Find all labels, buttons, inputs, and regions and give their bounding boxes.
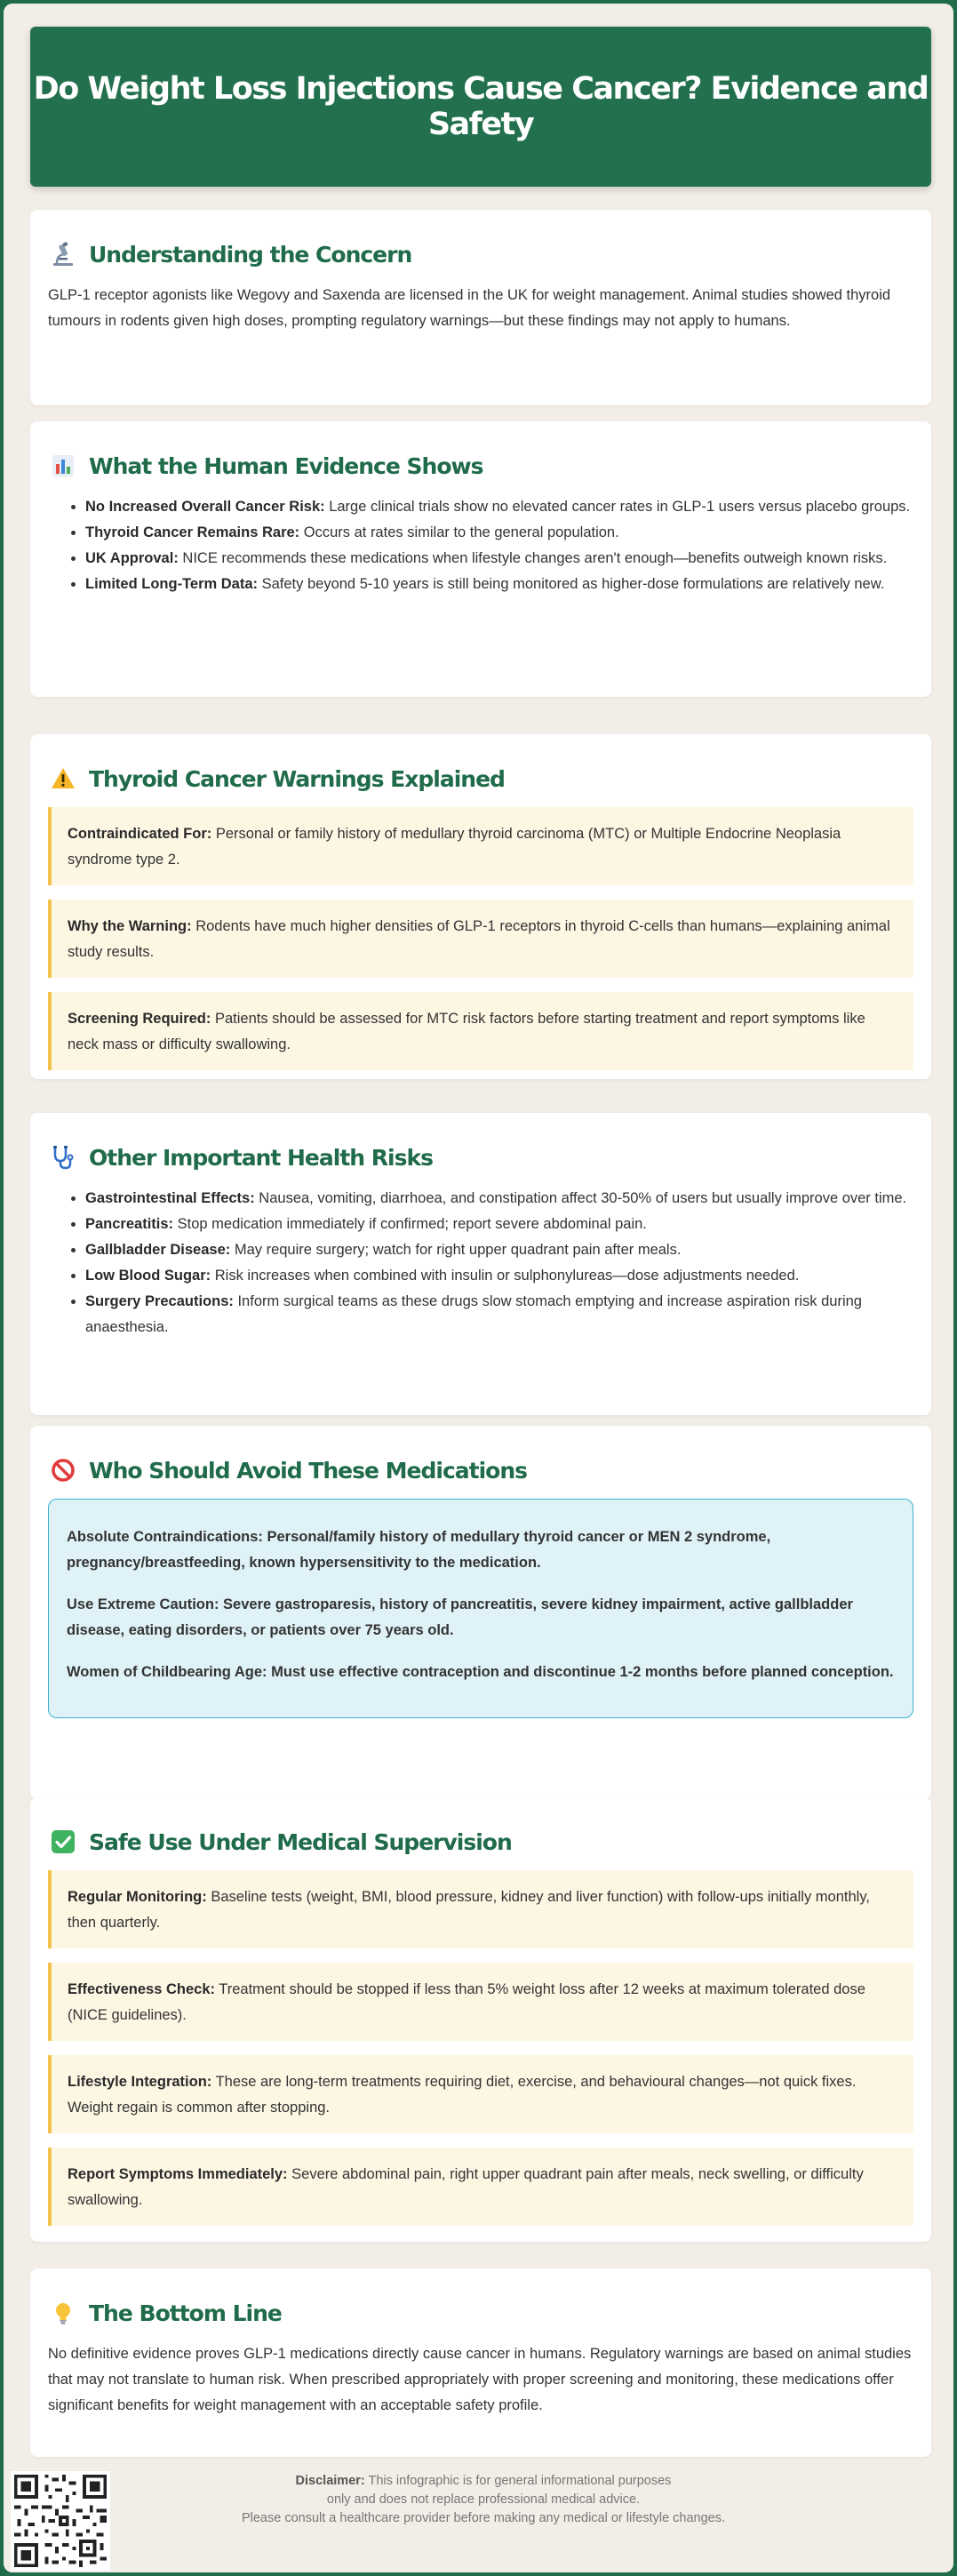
disclaimer-line <box>235 2472 732 2491</box>
list-item <box>85 1186 913 1212</box>
item-label: Low Blood Sugar: <box>85 1268 211 1284</box>
section-avoid <box>30 1426 931 1799</box>
section-concern <box>30 210 931 405</box>
disclaimer-label: Disclaimer: <box>295 2474 365 2488</box>
item-label: Gastrointestinal Effects: <box>85 1190 255 1206</box>
section-title: Other Important Health Risks <box>89 1144 433 1171</box>
note-box <box>48 2148 913 2226</box>
infographic <box>4 4 953 2572</box>
item-text: May require surgery; watch for right upper quadrant pain after meals. <box>230 1242 682 1258</box>
section-thyroid <box>30 734 931 1079</box>
evidence-list <box>48 494 913 597</box>
list-item <box>85 572 913 597</box>
section-header <box>48 1141 913 1173</box>
note-box <box>48 1870 913 1948</box>
item-text: Large clinical trials show no elevated cancer rates in GLP-1 users versus placebo groups. <box>324 499 911 515</box>
item-text: Risk increases when combined with insulin or sulphonylureas—dose adjustments needed. <box>211 1268 800 1284</box>
lightbulb-icon <box>48 2298 78 2328</box>
section-title: Understanding the Concern <box>89 241 412 268</box>
note-text: These are long-term treatments requiring diet, exercise, and behavioural changes—not quick fixes. Weight regain is common after stopping. <box>68 2074 857 2116</box>
item-text: Safety beyond 5-10 years is still being monitored as higher-dose formulations are relatively new. <box>258 576 885 592</box>
item-label: Thyroid Cancer Remains Rare: <box>85 524 300 540</box>
avoid-paragraph: Women of Childbearing Age: Must use effective contraception and discontinue 1-2 months before planned conception. <box>67 1664 894 1680</box>
disclaimer <box>235 2472 732 2528</box>
note-text: Personal or family history of medullary thyroid carcinoma (MTC) or Multiple Endocrine Neoplasia syndrome type 2. <box>68 826 841 868</box>
check-icon <box>48 1827 78 1857</box>
warning-icon <box>48 764 78 794</box>
note-label: Regular Monitoring: <box>68 1889 207 1905</box>
item-label: Surgery Precautions: <box>85 1293 234 1309</box>
note-label: Why the Warning: <box>68 918 192 934</box>
section-text: No definitive evidence proves GLP-1 medications directly cause cancer in humans. Regulatory warnings are based on animal studies that may not translate to human risk. When prescribed appropriately with proper screening and monitoring, these medications offer significant benefits for weight management with an acceptable safety profile. <box>48 2346 912 2413</box>
section-bottom-line <box>30 2268 931 2457</box>
note-box <box>48 992 913 1070</box>
disclaimer-text: This infographic is for general informational purposes <box>364 2474 672 2488</box>
section-safe <box>30 1797 931 2242</box>
section-header <box>48 1454 913 1486</box>
list-item <box>85 520 913 546</box>
note-text: Baseline tests (weight, BMI, blood pressure, kidney and liver function) with follow-ups initially monthly, then quarterly. <box>68 1889 870 1931</box>
section-title: Who Should Avoid These Medications <box>89 1457 528 1484</box>
list-item <box>85 1289 913 1340</box>
section-header <box>48 763 913 795</box>
avoid-paragraph: Absolute Contraindications: Personal/family history of medullary thyroid cancer or MEN 2 syndrome, pregnancy/breastfeeding, known hypersensitivity to the medication. <box>67 1529 771 1571</box>
section-text: GLP-1 receptor agonists like Wegovy and Saxenda are licensed in the UK for weight management. Animal studies showed thyroid tumours in rodents given high doses, prompting regulatory warnings—but these findings may not apply to humans. <box>48 287 891 329</box>
item-text: Inform surgical teams as these drugs slow stomach emptying and increase aspiration risk during anaesthesia. <box>85 1293 862 1335</box>
section-header <box>48 450 913 482</box>
note-label: Contraindicated For: <box>68 826 212 842</box>
stethoscope-icon <box>48 1142 78 1172</box>
list-item <box>85 494 913 520</box>
list-item <box>85 1263 913 1289</box>
section-title: Thyroid Cancer Warnings Explained <box>89 765 505 792</box>
section-title: The Bottom Line <box>89 2300 282 2326</box>
list-item <box>85 546 913 572</box>
disclaimer-line: only and does not replace professional medical advice. <box>326 2492 641 2507</box>
note-text: Treatment should be stopped if less than 5% weight loss after 12 weeks at maximum tolerated dose (NICE guidelines). <box>68 1981 865 2023</box>
note-box <box>48 2055 913 2133</box>
note-text: Rodents have much higher densities of GLP-1 receptors in thyroid C-cells than humans—explaining animal study results. <box>68 918 890 960</box>
prohibited-icon <box>48 1455 78 1485</box>
item-label: Gallbladder Disease: <box>85 1242 231 1258</box>
section-title: What the Human Evidence Shows <box>89 452 483 479</box>
item-label: Pancreatitis: <box>85 1216 174 1232</box>
note-text: Severe abdominal pain, right upper quadrant pain after meals, neck swelling, or difficulty swallowing. <box>68 2166 864 2208</box>
qr-code <box>11 2471 110 2571</box>
list-item <box>85 1212 913 1237</box>
item-label: No Increased Overall Cancer Risk: <box>85 499 325 515</box>
note-label: Effectiveness Check: <box>68 1981 215 1997</box>
bar-chart-icon <box>48 451 78 481</box>
page-title: Do Weight Loss Injections Cause Cancer? Evidence and Safety <box>33 71 929 142</box>
note-box <box>48 807 913 885</box>
item-label: Limited Long-Term Data: <box>85 576 259 592</box>
note-label: Lifestyle Integration: <box>68 2074 212 2090</box>
item-text: NICE recommends these medications when lifestyle changes aren't enough—benefits outweigh known risks. <box>178 550 888 566</box>
contraindications-box <box>48 1499 913 1718</box>
item-text: Occurs at rates similar to the general population. <box>299 524 619 540</box>
note-text: Patients should be assessed for MTC risk factors before starting treatment and report symptoms like neck mass or difficulty swallowing. <box>68 1011 865 1052</box>
section-evidence <box>30 421 931 697</box>
note-box <box>48 1963 913 2041</box>
avoid-paragraph: Use Extreme Caution: Severe gastroparesis, history of pancreatitis, severe kidney impairment, active gallbladder disease, eating disorders, or patients over 75 years old. <box>67 1596 853 1638</box>
item-text: Stop medication immediately if confirmed; report severe abdominal pain. <box>173 1216 647 1232</box>
header-banner <box>30 27 931 187</box>
risks-list <box>48 1186 913 1340</box>
section-header <box>48 1826 913 1858</box>
note-box <box>48 900 913 978</box>
note-label: Screening Required: <box>68 1011 211 1027</box>
section-header <box>48 2297 913 2329</box>
list-item <box>85 1237 913 1263</box>
section-header <box>48 238 913 270</box>
note-label: Report Symptoms Immediately: <box>68 2166 288 2182</box>
item-text: Nausea, vomiting, diarrhoea, and constipation affect 30-50% of users but usually improve over time. <box>254 1190 907 1206</box>
microscope-icon <box>48 239 78 269</box>
section-title: Safe Use Under Medical Supervision <box>89 1828 512 1855</box>
item-label: UK Approval: <box>85 550 179 566</box>
disclaimer-line: Please consult a healthcare provider before making any medical or lifestyle changes. <box>241 2511 726 2525</box>
section-risks <box>30 1113 931 1415</box>
